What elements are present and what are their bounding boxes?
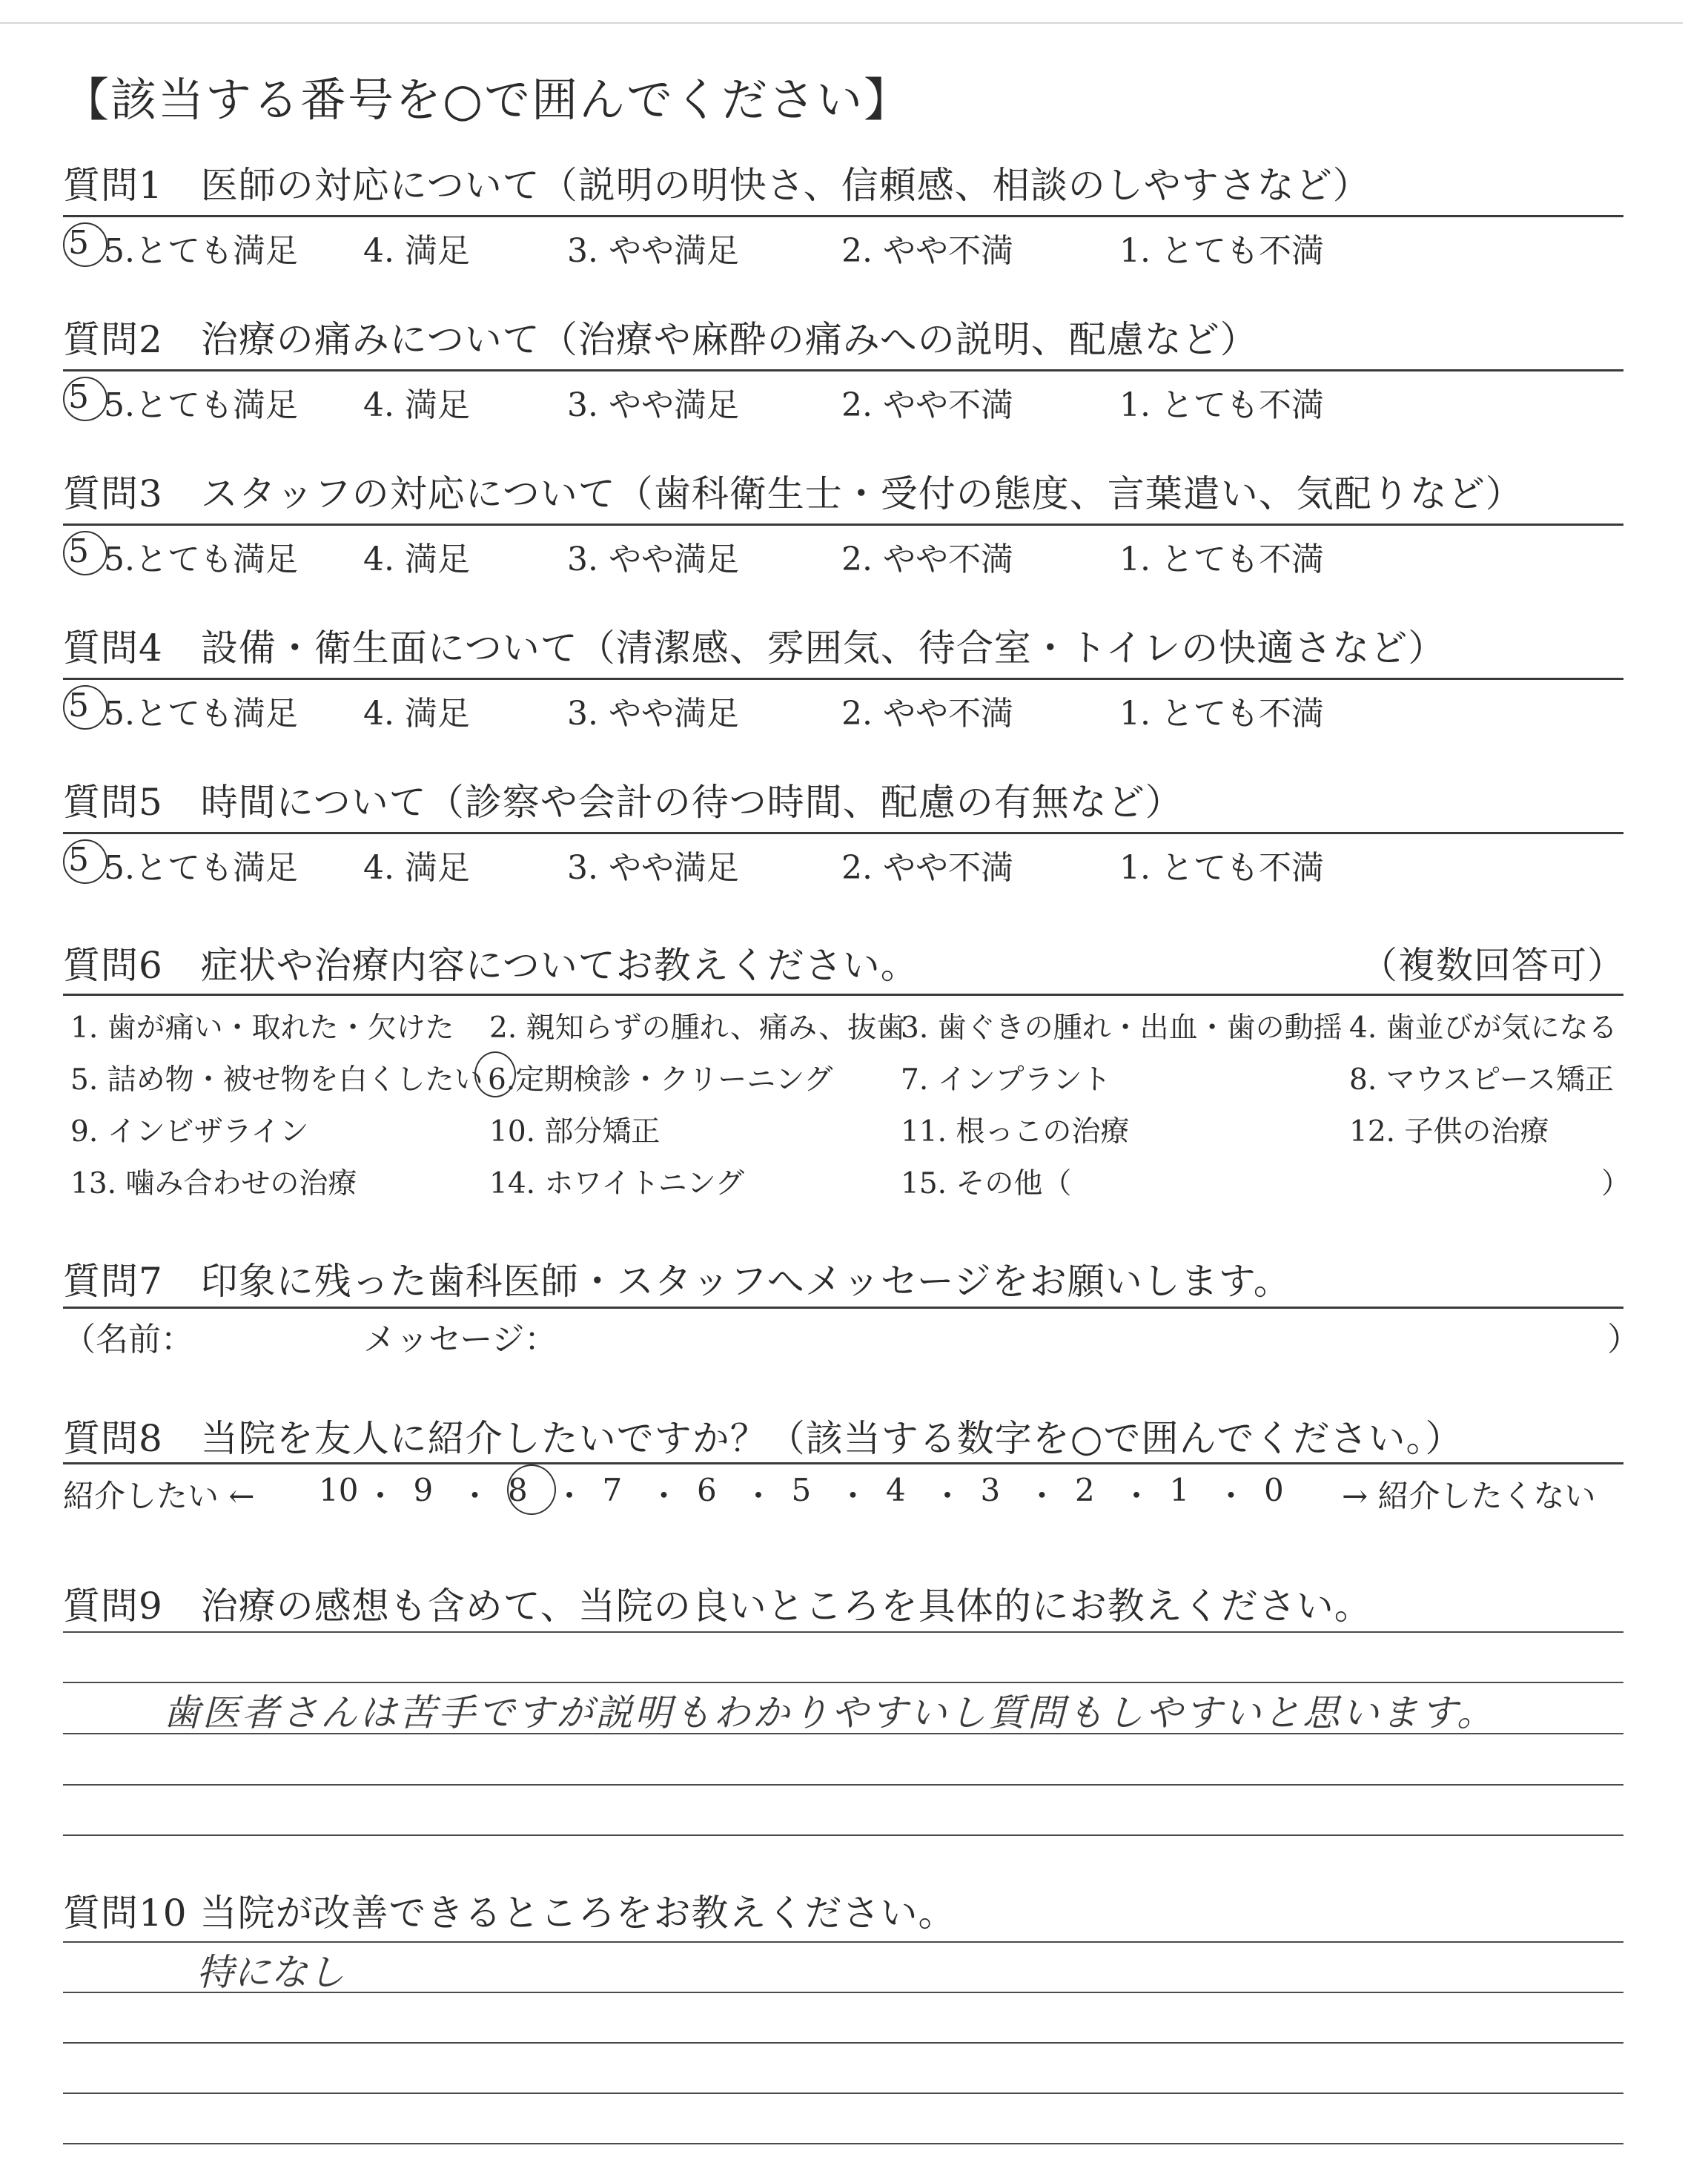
q2-option-3[interactable]: 3. やや満足 [567, 386, 739, 424]
q3-option-1[interactable]: 1. とても不満 [1119, 541, 1324, 578]
q5-rule [63, 832, 1623, 834]
q8-scale-6[interactable]: 6 [697, 1472, 717, 1508]
q6-selection-circle [474, 1051, 516, 1097]
page-heading: 【該当する番号を○で囲んでください】 [63, 73, 912, 127]
q7-message-label: メッセージ： [363, 1321, 557, 1358]
q10-title: 質問10 当院が改善できるところをお教えください。 [63, 1892, 956, 1935]
q6-item-14[interactable]: 14. ホワイトニング [489, 1167, 744, 1200]
q1-option-1[interactable]: 1. とても不満 [1119, 232, 1324, 270]
q3-selected-value: 5 [68, 532, 89, 570]
q8-scale-separator: ・ [743, 1478, 775, 1514]
q6-item-9[interactable]: 9. インビザライン [70, 1115, 309, 1149]
q2-option-5[interactable]: 5.とても満足 [104, 386, 298, 424]
q8-scale-2[interactable]: 2 [1075, 1472, 1095, 1508]
q6-item-16[interactable]: ） [1601, 1167, 1631, 1200]
q8-scale-separator: ・ [1121, 1478, 1153, 1514]
q5-option-5[interactable]: 5.とても満足 [104, 849, 298, 887]
q4-option-4[interactable]: 4. 満足 [363, 695, 470, 733]
q8-right-label: → 紹介したくない [1342, 1478, 1596, 1514]
q5-option-1[interactable]: 1. とても不満 [1119, 849, 1324, 887]
q2-option-1[interactable]: 1. とても不満 [1119, 386, 1324, 424]
q8-scale-9[interactable]: 9 [413, 1472, 434, 1508]
q3-title: 質問3 スタッフの対応について（歯科衛生士・受付の態度、言葉遣い、気配りなど） [63, 472, 1523, 515]
q9-title: 質問9 治療の感想も含めて、当院の良いところを具体的にお教えください。 [63, 1585, 1372, 1628]
q5-option-3[interactable]: 3. やや満足 [567, 849, 739, 887]
q1-title: 質問1 医師の対応について（説明の明快さ、信頼感、相談のしやすさなど） [63, 164, 1371, 207]
q7-title: 質問7 印象に残った歯科医師・スタッフへメッセージをお願いします。 [63, 1260, 1291, 1303]
q8-scale-1[interactable]: 1 [1169, 1472, 1190, 1508]
q8-scale-separator: ・ [365, 1478, 397, 1514]
q1-rule [63, 215, 1623, 217]
q6-item-1[interactable]: 1. 歯が痛い・取れた・欠けた [70, 1011, 454, 1045]
q2-rule [63, 369, 1623, 371]
q1-option-2[interactable]: 2. やや不満 [841, 232, 1013, 270]
q5-title: 質問5 時間について（診察や会計の待つ時間、配慮の有無など） [63, 781, 1183, 824]
q6-title: 質問6 症状や治療内容についてお教えください。 [63, 944, 918, 987]
q10-line-3 [63, 2042, 1623, 2044]
q7-close-paren: ） [1607, 1321, 1640, 1358]
q3-option-5[interactable]: 5.とても満足 [104, 541, 298, 578]
q6-item-2[interactable]: 2. 親知らずの腫れ、痛み、抜歯 [489, 1011, 906, 1045]
q8-rule [63, 1462, 1623, 1464]
q5-selected-value: 5 [68, 841, 89, 879]
q3-option-2[interactable]: 2. やや不満 [841, 541, 1013, 578]
q2-option-4[interactable]: 4. 満足 [363, 386, 470, 424]
q6-item-13[interactable]: 13. 噛み合わせの治療 [70, 1167, 357, 1200]
q2-title: 質問2 治療の痛みについて（治療や麻酔の痛みへの説明、配慮など） [63, 318, 1258, 361]
q2-selected-value: 5 [68, 378, 89, 416]
q8-scale-separator: ・ [459, 1478, 491, 1514]
q1-option-3[interactable]: 3. やや満足 [567, 232, 739, 270]
q9-line-5 [63, 1834, 1623, 1836]
q8-scale-5[interactable]: 5 [791, 1472, 812, 1508]
q8-scale-3[interactable]: 3 [980, 1472, 1001, 1508]
scan-top-edge [0, 22, 1683, 24]
q3-option-4[interactable]: 4. 満足 [363, 541, 470, 578]
q8-scale-0[interactable]: 0 [1264, 1472, 1284, 1508]
q8-title: 質問8 当院を友人に紹介したいですか？（該当する数字を○で囲んでください。） [63, 1417, 1463, 1460]
q9-line-4 [63, 1784, 1623, 1786]
q1-option-4[interactable]: 4. 満足 [363, 232, 470, 270]
q7-rule [63, 1307, 1623, 1309]
q4-option-2[interactable]: 2. やや不満 [841, 695, 1013, 733]
q6-item-15[interactable]: 15. その他（ [901, 1167, 1072, 1200]
q10-line-4 [63, 2093, 1623, 2094]
q6-rule [63, 994, 1623, 996]
q4-option-1[interactable]: 1. とても不満 [1119, 695, 1324, 733]
q10-line-5 [63, 2143, 1623, 2144]
q6-item-6[interactable]: 6.定期検診・クリーニング [488, 1063, 833, 1097]
q4-rule [63, 678, 1623, 680]
q8-scale-7[interactable]: 7 [602, 1472, 623, 1508]
q6-item-11[interactable]: 11. 根っこの治療 [901, 1115, 1130, 1149]
q10-handwritten-answer: 特になし [196, 1951, 345, 1994]
q8-scale-separator: ・ [1026, 1478, 1058, 1514]
q8-scale-separator: ・ [648, 1478, 680, 1514]
q3-option-3[interactable]: 3. やや満足 [567, 541, 739, 578]
q5-option-4[interactable]: 4. 満足 [363, 849, 470, 887]
q6-item-4[interactable]: 4. 歯並びが気になる [1349, 1011, 1618, 1045]
q4-option-3[interactable]: 3. やや満足 [567, 695, 739, 733]
q6-item-10[interactable]: 10. 部分矯正 [489, 1115, 661, 1149]
q4-option-5[interactable]: 5.とても満足 [104, 695, 298, 733]
q6-note: （複数回答可） [1360, 944, 1625, 987]
q9-handwritten-answer: 歯医者さんは苦手ですが説明もわかりやすいし質問もしやすいと思います。 [163, 1691, 1496, 1734]
q4-title: 質問4 設備・衛生面について（清潔感、雰囲気、待合室・トイレの快適さなど） [63, 627, 1446, 670]
q8-scale-separator: ・ [837, 1478, 869, 1514]
q3-rule [63, 524, 1623, 526]
q8-left-label: 紹介したい ← [63, 1478, 255, 1514]
q5-option-2[interactable]: 2. やや不満 [841, 849, 1013, 887]
q8-selection-circle [507, 1464, 556, 1515]
q8-scale-8[interactable]: 8 [508, 1472, 528, 1508]
q6-item-5[interactable]: 5. 詰め物・被せ物を白くしたい [70, 1063, 483, 1097]
q8-scale-separator: ・ [554, 1478, 586, 1514]
q8-scale-4[interactable]: 4 [886, 1472, 906, 1508]
q8-scale-separator: ・ [1215, 1478, 1247, 1514]
q1-selected-value: 5 [68, 224, 89, 262]
q7-name-label: （名前： [63, 1321, 193, 1358]
q6-item-3[interactable]: 3. 歯ぐきの腫れ・出血・歯の動揺 [901, 1011, 1343, 1045]
q4-selected-value: 5 [68, 687, 89, 724]
q8-scale-10[interactable]: 10 [319, 1472, 359, 1508]
q8-scale-separator: ・ [932, 1478, 964, 1514]
q9-line-1 [63, 1631, 1623, 1633]
q2-option-2[interactable]: 2. やや不満 [841, 386, 1013, 424]
q6-item-8[interactable]: 8. マウスピース矯正 [1349, 1063, 1614, 1097]
q1-option-5[interactable]: 5.とても満足 [104, 232, 298, 270]
q6-item-12[interactable]: 12. 子供の治療 [1349, 1115, 1549, 1149]
q6-item-7[interactable]: 7. インプラント [901, 1063, 1111, 1097]
